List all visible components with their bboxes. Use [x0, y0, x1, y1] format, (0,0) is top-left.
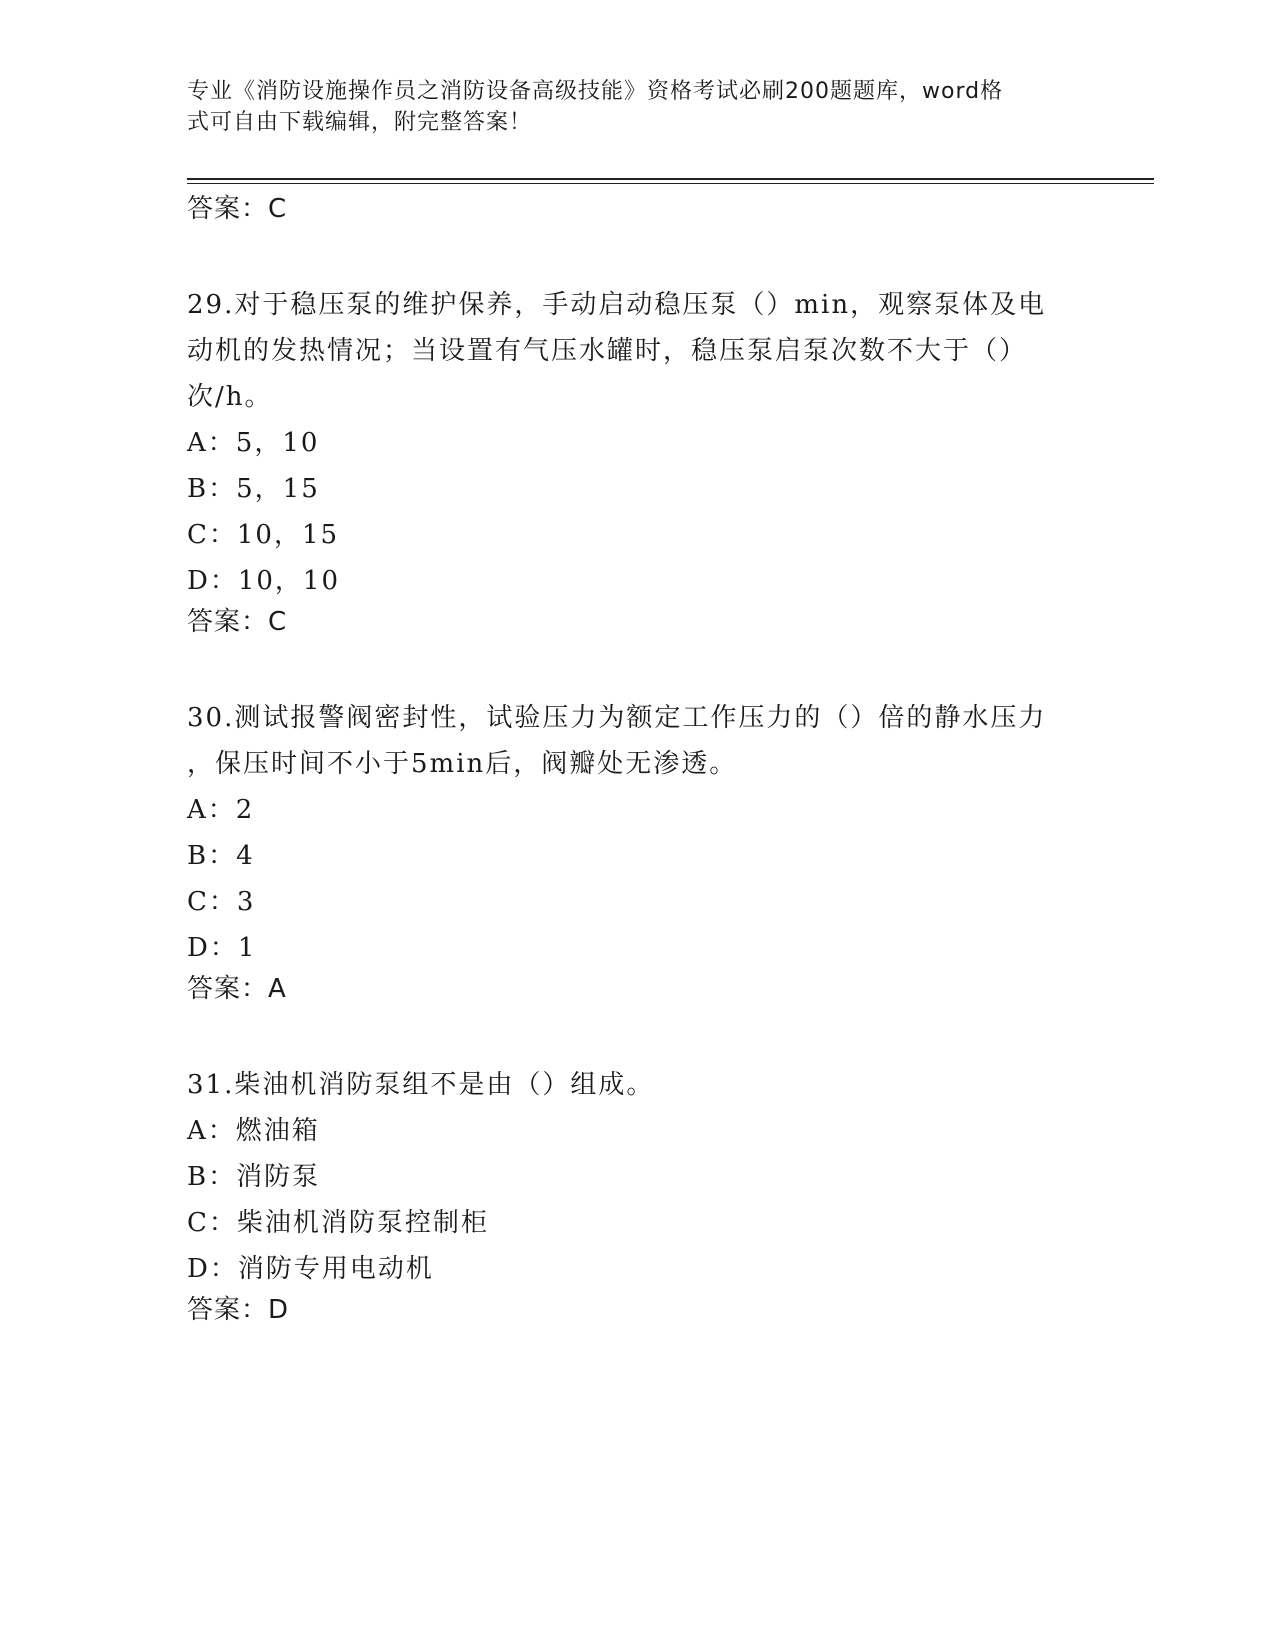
document-body	[187, 191, 1087, 1337]
option-d: D：1	[187, 933, 257, 963]
question-stem	[187, 282, 1087, 420]
option-c: C：柴油机消防泵控制柜	[187, 1208, 489, 1238]
option-a: A：5，10	[187, 428, 320, 458]
stem-line: 次/h。	[187, 382, 273, 412]
option-c: C：10，15	[187, 520, 340, 550]
option-a: A：燃油箱	[187, 1116, 320, 1146]
option-a: A：2	[187, 795, 255, 825]
option-b: B：5，15	[187, 474, 320, 504]
answer: 答案：D	[187, 1295, 290, 1325]
option-d: D：消防专用电动机	[187, 1254, 434, 1284]
header-divider	[187, 178, 1154, 184]
question-31	[187, 1062, 1087, 1337]
question-29	[187, 282, 1087, 649]
header-line-2: 式可自由下载编辑，附完整答案！	[187, 110, 533, 135]
stem-line: 30.测试报警阀密封性，试验压力为额定工作压力的（）倍的静水压力	[187, 703, 1047, 733]
stem-line: ，保压时间不小于5min后，阀瓣处无渗透。	[187, 749, 738, 779]
stem-line: 动机的发热情况；当设置有气压水罐时，稳压泵启泵次数不大于（）	[187, 336, 1028, 366]
question-stem	[187, 1062, 1087, 1108]
header-line-1: 专业《消防设施操作员之消防设备高级技能》资格考试必刷200题题库，word格	[187, 79, 1004, 104]
previous-answer: 答案：C	[187, 194, 288, 224]
question-30	[187, 695, 1087, 1016]
option-d: D：10，10	[187, 566, 341, 596]
spacer	[187, 1016, 1087, 1062]
option-c: C：3	[187, 887, 256, 917]
spacer	[187, 649, 1087, 695]
answer: 答案：A	[187, 974, 287, 1004]
question-stem	[187, 695, 1087, 787]
document-header	[187, 76, 1067, 138]
answer: 答案：C	[187, 607, 288, 637]
option-b: B：4	[187, 841, 255, 871]
spacer	[187, 236, 1087, 282]
stem-line: 31.柴油机消防泵组不是由（）组成。	[187, 1070, 655, 1100]
stem-line: 29.对于稳压泵的维护保养，手动启动稳压泵（）min，观察泵体及电	[187, 290, 1047, 320]
option-b: B：消防泵	[187, 1162, 321, 1192]
